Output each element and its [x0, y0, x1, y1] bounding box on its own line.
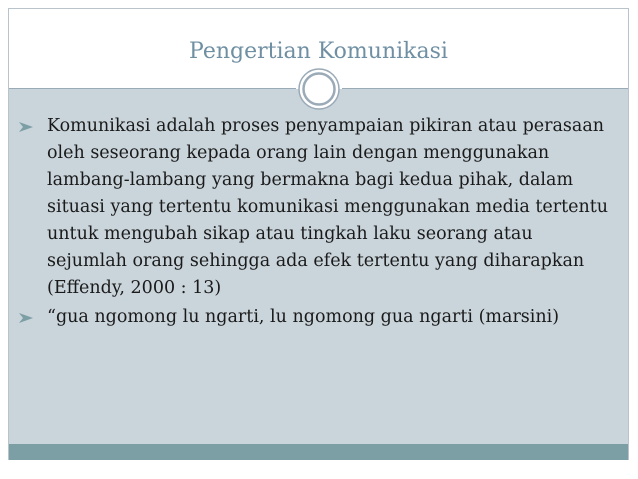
bullet-text: “gua ngomong lu ngarti, lu ngomong gua ngarti (marsini) [47, 307, 560, 327]
circle-ornament-icon [297, 67, 341, 111]
bullet-item [19, 304, 609, 331]
footer-bar [9, 444, 628, 460]
arrowhead-bullet-icon [19, 122, 33, 132]
bullet-list [19, 113, 609, 333]
slide-content [9, 89, 628, 444]
arrowhead-bullet-icon [19, 313, 33, 323]
bullet-text: Komunikasi adalah proses penyampaian pikiran atau perasaan oleh seseorang kepada orang lain dengan menggunakan lambang-lambang yang bermakna bagi kedua pihak, dalam situasi yang tertentu komunikasi menggunakan media tertentu untuk mengubah sikap atau tingkah laku seorang atau sejumlah orang sehingga ada efek tertentu yang diharapkan (Effendy, 2000 : 13) [47, 116, 609, 298]
bullet-item [19, 113, 609, 302]
slide-title: Pengertian Komunikasi [189, 39, 448, 64]
